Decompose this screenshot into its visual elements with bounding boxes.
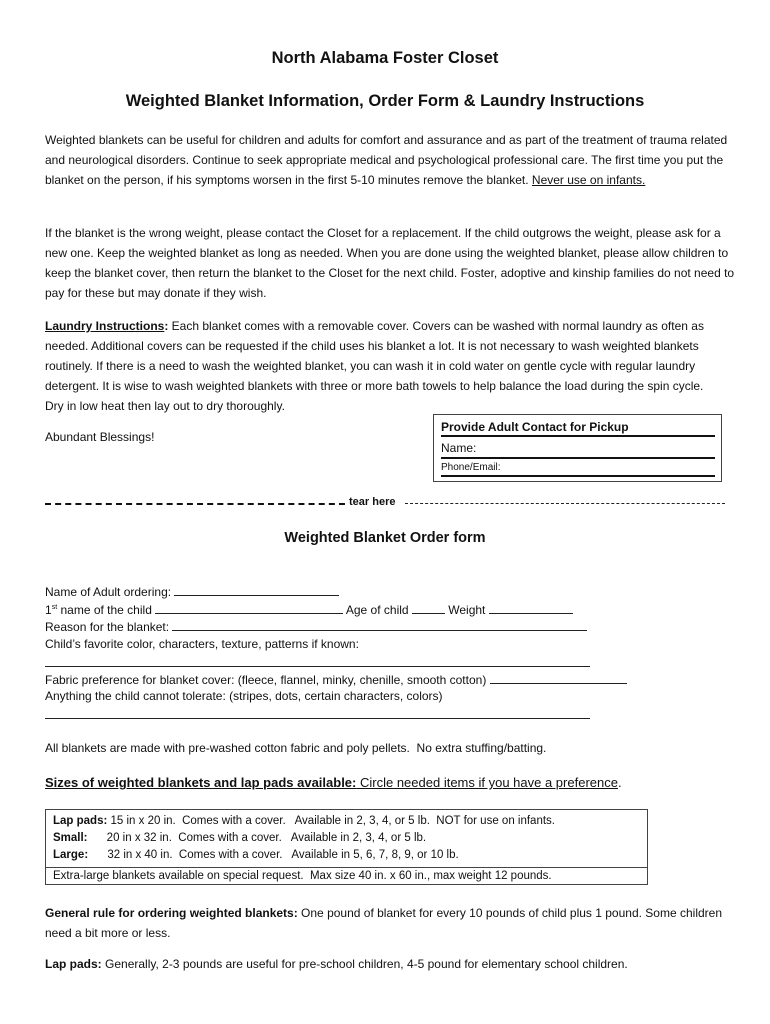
reason-field[interactable]	[172, 619, 587, 631]
general-rule-label: General rule for ordering weighted blankets:	[45, 906, 298, 920]
lap-pads-text: Generally, 2-3 pounds are useful for pre-school children, 4-5 pound for elementary school children.	[101, 957, 628, 971]
tolerate-field[interactable]	[45, 718, 590, 719]
child-name-label-sup: st	[51, 604, 58, 611]
size-label: Small:	[53, 832, 88, 844]
adult-name-label: Name of Adult ordering:	[45, 585, 175, 599]
laundry-text: Each blanket comes with a removable cover. Covers can be washed with normal laundry as often as needed. Additional covers can be requested if the child uses his blanket a lot. It is not necessary to wash weighted blankets routinely. If there is a need to wash the weighted blanket, you can wash it in cold water on gentle cycle with regular laundry detergent. It is wise to wash weighted blankets with three or more bath towels to help balance the load during the spin cycle. Dry in low heat then lay out to dry thoroughly.	[45, 319, 704, 413]
tear-dash-right	[405, 503, 725, 504]
pickup-name-field[interactable]: Name:	[441, 441, 715, 459]
sizes-table	[45, 809, 648, 885]
child-name-label: name of the child	[57, 603, 156, 617]
size-row-lap-pads[interactable]	[53, 815, 555, 827]
pickup-phone-field[interactable]: Phone/Email:	[441, 462, 715, 477]
org-title: North Alabama Foster Closet	[271, 49, 499, 67]
tolerate-label: Anything the child cannot tolerate: (stripes, dots, certain characters, colors)	[45, 689, 443, 703]
sizes-heading-row	[45, 775, 622, 790]
size-row-extra-large: Extra-large blankets available on special request. Max size 40 in. x 60 in., max weight 12 pounds.	[53, 870, 552, 882]
favorites-field[interactable]	[45, 666, 590, 667]
size-label: Large:	[53, 849, 89, 861]
size-row-large[interactable]	[53, 849, 459, 861]
sizes-instruction: Circle needed items if you have a preference	[356, 775, 618, 790]
sizes-heading: Sizes of weighted blankets and lap pads available:	[45, 775, 357, 790]
wrong-weight-paragraph: If the blanket is the wrong weight, please contact the Closet for a replacement. If the child outgrows the weight, please ask for a new one. Keep the weighted blanket as long as needed. When you are done using the weighted blanket, please allow children to keep the blanket cover, then return the blanket to the Closet for the next child. Foster, adoptive and kinship families do not need to pay for these but may donate if they wish.	[45, 226, 735, 300]
adult-name-field[interactable]	[174, 584, 339, 596]
child-info-row	[45, 602, 573, 617]
sizes-divider	[46, 867, 647, 868]
sizes-period: .	[617, 775, 622, 790]
size-label: Lap pads:	[53, 815, 108, 827]
general-rule-paragraph	[45, 903, 725, 943]
child-weight-label: Weight	[444, 603, 489, 617]
order-form-title: Weighted Blanket Order form	[284, 530, 486, 546]
child-name-field[interactable]	[155, 602, 343, 614]
fabric-label: Fabric preference for blanket cover: (fleece, flannel, minky, chenille, smooth cotton)	[45, 673, 490, 687]
laundry-colon: :	[164, 319, 169, 333]
child-age-label: Age of child	[343, 603, 412, 617]
adult-name-row	[45, 584, 339, 599]
reason-row	[45, 619, 587, 634]
pickup-contact-box	[433, 414, 722, 482]
size-text: 15 in x 20 in. Comes with a cover. Available in 2, 3, 4, or 5 lb. NOT for use on infants.	[107, 815, 555, 827]
size-row-small[interactable]	[53, 832, 426, 844]
laundry-label: Laundry Instructions	[45, 319, 165, 333]
materials-note: All blankets are made with pre-washed cotton fabric and poly pellets. No extra stuffing/batting.	[45, 741, 547, 755]
child-name-label-num: 1	[45, 603, 52, 617]
fabric-field[interactable]	[490, 672, 627, 684]
lap-pads-paragraph	[45, 954, 725, 974]
intro-paragraph	[45, 130, 735, 190]
favorites-label: Child’s favorite color, characters, texture, patterns if known:	[45, 637, 359, 651]
tear-line	[45, 496, 725, 510]
document-title: Weighted Blanket Information, Order Form & Laundry Instructions	[125, 92, 645, 110]
size-text: 20 in x 32 in. Comes with a cover. Available in 2, 3, 4, or 5 lb.	[87, 832, 427, 844]
child-age-field[interactable]	[412, 602, 445, 614]
child-weight-field[interactable]	[489, 602, 573, 614]
tear-label: tear here	[349, 496, 396, 508]
intro-text: Weighted blankets can be useful for children and adults for comfort and assurance and as part of the treatment of trauma related and neurological disorders. Continue to seek appropriate medical and psychological professional care. The first time you put the blanket on the person, if his symptoms worsen in the first 5-10 minutes remove the blanket.	[45, 133, 728, 187]
laundry-paragraph	[45, 316, 725, 416]
lap-pads-label: Lap pads:	[45, 957, 102, 971]
tear-dash-left	[45, 503, 345, 505]
size-text: 32 in x 40 in. Comes with a cover. Available in 5, 6, 7, 8, 9, or 10 lb.	[88, 849, 459, 861]
infant-warning: Never use on infants.	[531, 173, 646, 187]
closing-text: Abundant Blessings!	[45, 430, 155, 444]
general-rule-text: One pound of blanket for every 10 pounds of child plus 1 pound. Some children need a bit more or less.	[45, 906, 722, 940]
fabric-row	[45, 672, 627, 687]
reason-label: Reason for the blanket:	[45, 620, 173, 634]
pickup-title: Provide Adult Contact for Pickup	[441, 420, 715, 437]
